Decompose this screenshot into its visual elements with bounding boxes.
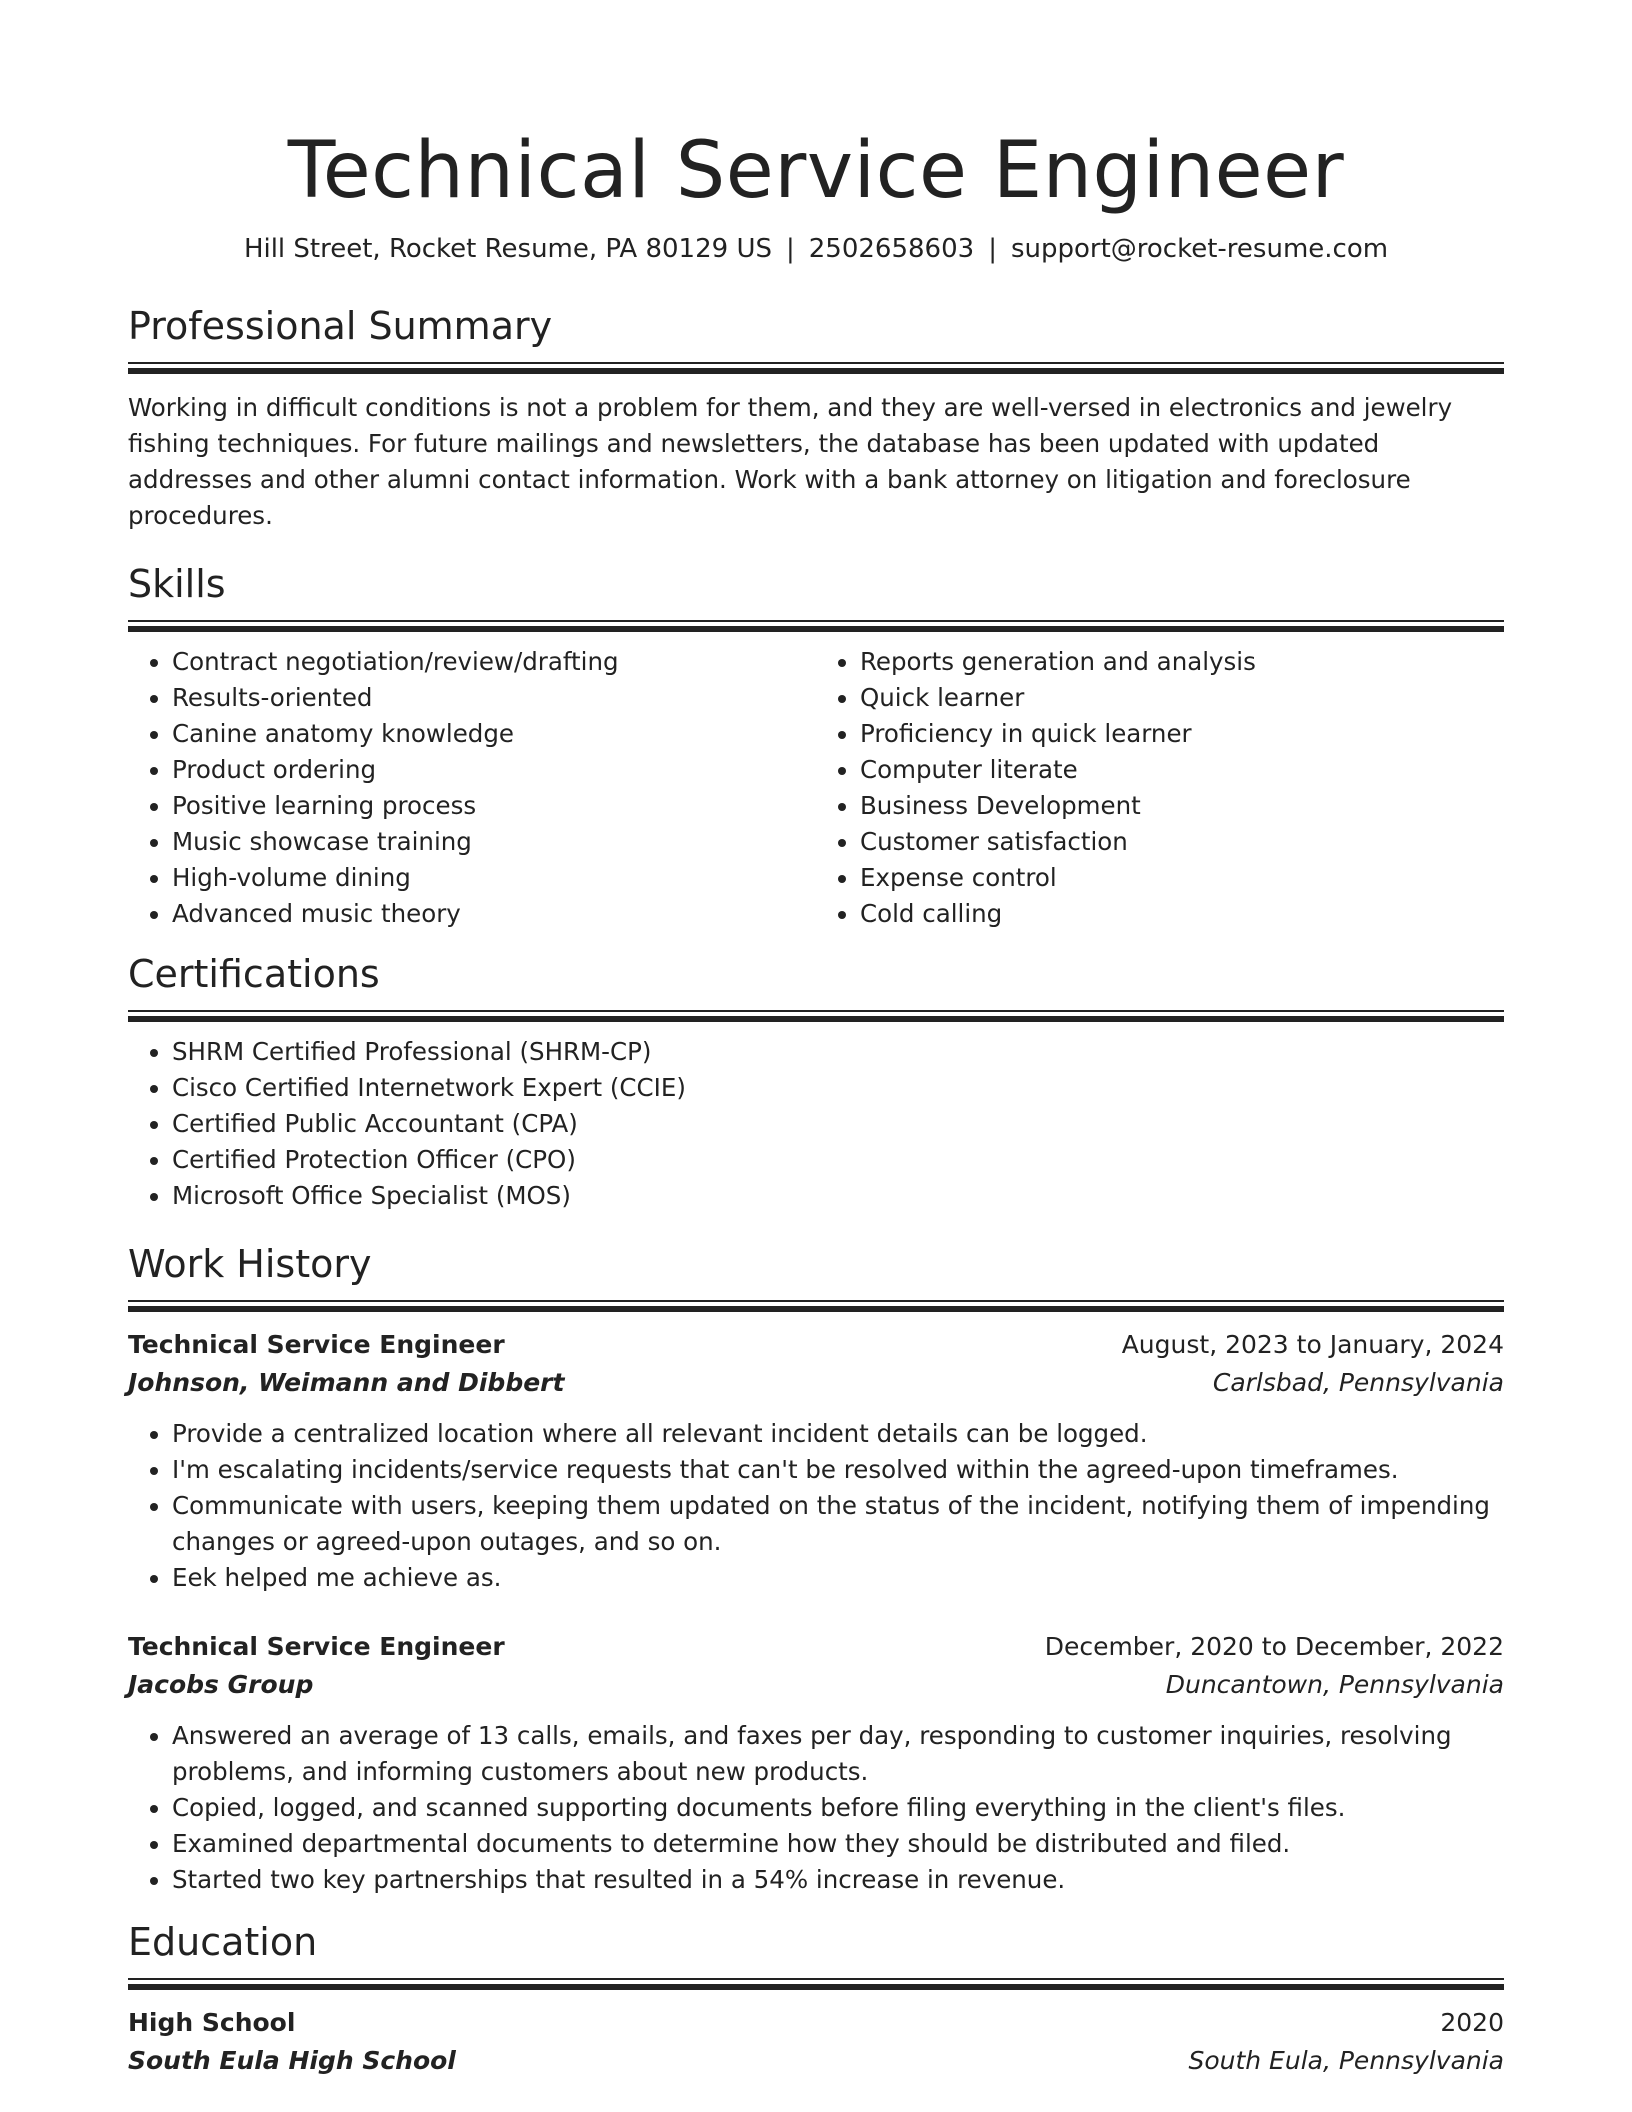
job-subheader-row bbox=[128, 1364, 1504, 1402]
job-bullet: • Examined departmental documents to determine how they should be distributed and filed. bbox=[172, 1826, 1504, 1862]
skill-item: • Computer literate bbox=[860, 752, 1504, 788]
skills-section bbox=[128, 560, 1504, 932]
resume-name: Technical Service Engineer bbox=[287, 126, 1345, 216]
job-bullet: • Communicate with users, keeping them updated on the status of the incident, notifying them of impending changes or agreed-upon outages, and so on. bbox=[172, 1488, 1504, 1560]
job-bullet: • Copied, logged, and scanned supporting documents before filing everything in the client's files. bbox=[172, 1790, 1504, 1826]
contact-phone: 2502658603 bbox=[808, 234, 975, 264]
skill-item: • Reports generation and analysis bbox=[860, 644, 1504, 680]
certification-item: • Certified Protection Officer (CPO) bbox=[172, 1142, 1504, 1178]
job-bullets bbox=[128, 1718, 1504, 1898]
education-year: 2020 bbox=[1440, 2008, 1504, 2037]
job-bullet: • Answered an average of 13 calls, emails, and faxes per day, responding to customer inquiries, resolving problems, and informing customers about new products. bbox=[172, 1718, 1504, 1790]
skills-column-right bbox=[816, 644, 1504, 932]
education-entry bbox=[128, 2004, 1504, 2080]
skill-item: • Product ordering bbox=[172, 752, 816, 788]
contact-separator: | bbox=[988, 234, 997, 264]
job-dates: December, 2020 to December, 2022 bbox=[1044, 1632, 1504, 1661]
education-header-row bbox=[128, 2004, 1504, 2042]
job-dates: August, 2023 to January, 2024 bbox=[1121, 1330, 1504, 1359]
job-bullet: • Eek helped me achieve as. bbox=[172, 1560, 1504, 1596]
certifications-list bbox=[128, 1034, 1504, 1214]
skill-item: • Advanced music theory bbox=[172, 896, 816, 932]
job-location: Carlsbad, Pennsylvania bbox=[1212, 1368, 1504, 1397]
job-entry bbox=[128, 1326, 1504, 1596]
skill-item: • Customer satisfaction bbox=[860, 824, 1504, 860]
section-title-education: Education bbox=[128, 1920, 318, 1964]
certification-item: • SHRM Certified Professional (SHRM-CP) bbox=[172, 1034, 1504, 1070]
job-company: Jacobs Group bbox=[128, 1670, 314, 1699]
skill-item: • Proficiency in quick learner bbox=[860, 716, 1504, 752]
job-subheader-row bbox=[128, 1666, 1504, 1704]
job-bullet: • Provide a centralized location where all relevant incident details can be logged. bbox=[172, 1416, 1504, 1452]
section-title-summary: Professional Summary bbox=[128, 304, 553, 348]
section-divider bbox=[128, 1010, 1504, 1022]
section-title-skills: Skills bbox=[128, 562, 226, 606]
certification-item: • Microsoft Office Specialist (MOS) bbox=[172, 1178, 1504, 1214]
skills-columns bbox=[128, 644, 1504, 932]
section-divider bbox=[128, 620, 1504, 632]
certification-item: • Certified Public Accountant (CPA) bbox=[172, 1106, 1504, 1142]
job-title: Technical Service Engineer bbox=[128, 1632, 505, 1661]
contact-line bbox=[128, 232, 1504, 266]
certification-item: • Cisco Certified Internetwork Expert (CCIE) bbox=[172, 1070, 1504, 1106]
summary-text: Working in difficult conditions is not a problem for them, and they are well-versed in electronics and jewelry fishing techniques. For future mailings and newsletters, the database has been updated with updated addresses and other alumni contact information. Work with a bank attorney on litigation and foreclosure procedures. bbox=[128, 393, 1453, 530]
skill-item: • Cold calling bbox=[860, 896, 1504, 932]
summary-section bbox=[128, 302, 1504, 534]
skill-item: • Canine anatomy knowledge bbox=[172, 716, 816, 752]
job-bullet: • I'm escalating incidents/service requests that can't be resolved within the agreed-upon timeframes. bbox=[172, 1452, 1504, 1488]
education-location: South Eula, Pennsylvania bbox=[1188, 2046, 1504, 2075]
section-divider bbox=[128, 1300, 1504, 1312]
skill-item: • Quick learner bbox=[860, 680, 1504, 716]
section-divider bbox=[128, 362, 1504, 374]
job-bullet: • Started two key partnerships that resulted in a 54% increase in revenue. bbox=[172, 1862, 1504, 1898]
job-title: Technical Service Engineer bbox=[128, 1330, 505, 1359]
contact-email: support@rocket-resume.com bbox=[1010, 234, 1389, 264]
skill-item: • High-volume dining bbox=[172, 860, 816, 896]
section-divider bbox=[128, 1978, 1504, 1990]
work-history-section bbox=[128, 1240, 1504, 1898]
skill-item: • Music showcase training bbox=[172, 824, 816, 860]
job-header-row bbox=[128, 1628, 1504, 1666]
job-location: Duncantown, Pennsylvania bbox=[1165, 1670, 1504, 1699]
job-company: Johnson, Weimann and Dibbert bbox=[128, 1368, 565, 1397]
education-school: South Eula High School bbox=[128, 2046, 456, 2075]
skill-item: • Contract negotiation/review/drafting bbox=[172, 644, 816, 680]
contact-separator: | bbox=[786, 234, 795, 264]
skill-item: • Positive learning process bbox=[172, 788, 816, 824]
skill-item: • Results-oriented bbox=[172, 680, 816, 716]
skill-item: • Business Development bbox=[860, 788, 1504, 824]
education-degree: High School bbox=[128, 2008, 296, 2037]
section-title-work-history: Work History bbox=[128, 1242, 372, 1286]
resume-page bbox=[128, 0, 1504, 2080]
certifications-section bbox=[128, 950, 1504, 1214]
job-header-row bbox=[128, 1326, 1504, 1364]
education-section bbox=[128, 1918, 1504, 2080]
skill-item: • Expense control bbox=[860, 860, 1504, 896]
job-entry bbox=[128, 1628, 1504, 1898]
education-subheader-row bbox=[128, 2042, 1504, 2080]
skills-column-left bbox=[128, 644, 816, 932]
job-bullets bbox=[128, 1416, 1504, 1596]
contact-address: Hill Street, Rocket Resume, PA 80129 US bbox=[243, 234, 772, 264]
section-title-certifications: Certifications bbox=[128, 952, 380, 996]
